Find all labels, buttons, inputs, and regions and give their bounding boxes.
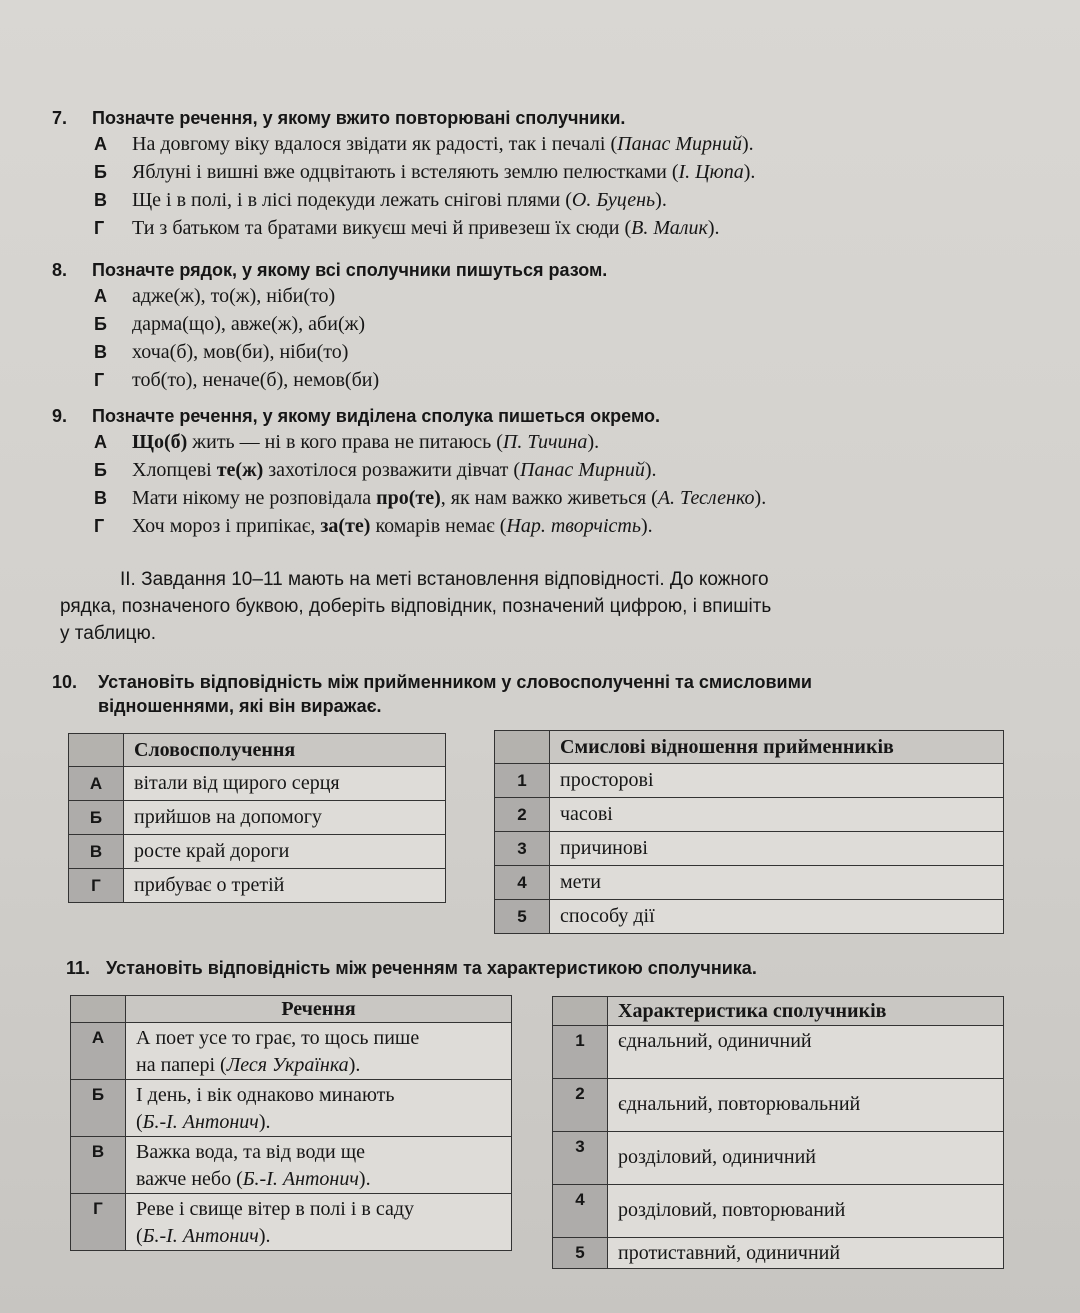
table-header-row: [495, 731, 1004, 764]
section-2-line: II. Завдання 10–11 мають на меті встановлення відповідності. До кожного: [120, 569, 769, 590]
table-row: [553, 1238, 1004, 1269]
row-key: 3: [495, 832, 550, 866]
option-b: [94, 456, 1012, 484]
table-row: [71, 1080, 512, 1137]
question-text: Установіть відповідність між прийменником у словосполученні та смисловими: [98, 672, 812, 692]
table-header-row: [71, 996, 512, 1023]
row-text: способу дії: [550, 900, 1004, 934]
option-text: Ще і в полі, і в лісі подекуди лежать снігові плями (О. Буцень).: [132, 189, 667, 211]
question-text: Позначте речення, у якому вжито повторювані сполучники.: [92, 108, 626, 128]
question-number: 9.: [52, 406, 68, 426]
table-header: Словосполучення: [124, 734, 446, 767]
option-letter: В: [94, 342, 107, 362]
option-a: [94, 428, 1012, 456]
table-header: Смислові відношення прийменників: [550, 731, 1004, 764]
question-number: 7.: [52, 108, 68, 128]
table-row: [69, 835, 446, 869]
row-text: часові: [550, 798, 1004, 832]
option-text: Мати нікому не розповідала про(те), як нам важко живеться (А. Тесленко).: [132, 487, 767, 509]
row-text: А поет усе то грає, то щось пише на папері (Леся Українка).: [126, 1023, 512, 1080]
question-8-heading: [52, 258, 1012, 282]
table-header: Характеристика сполучників: [608, 997, 1004, 1026]
option-v: [94, 186, 1012, 214]
row-key: Г: [69, 869, 124, 903]
option-v: [94, 484, 1012, 512]
question-text: Позначте речення, у якому виділена сполука пишеться окремо.: [92, 406, 661, 426]
q11-characteristics-table: [552, 996, 1004, 1269]
row-text: єднальний, одиничний: [608, 1026, 1004, 1079]
row-text: розділовий, одиничний: [608, 1132, 1004, 1185]
q10-phrases-table: [68, 733, 446, 903]
section-2-instructions: [60, 566, 1010, 647]
question-text: Позначте рядок, у якому всі сполучники пишуться разом.: [92, 260, 608, 280]
table-row: [495, 832, 1004, 866]
question-10: [52, 670, 1012, 718]
option-a: [94, 282, 1012, 310]
row-text: прийшов на допомогу: [124, 801, 446, 835]
row-text: прибуває о третій: [124, 869, 446, 903]
option-b: [94, 158, 1012, 186]
row-key: А: [69, 767, 124, 801]
question-11: [66, 956, 1026, 980]
question-number: 8.: [52, 260, 68, 280]
row-text: протиставний, одиничний: [608, 1238, 1004, 1269]
row-text: мети: [550, 866, 1004, 900]
question-7: [52, 106, 1012, 242]
section-2-line: у таблицю.: [60, 623, 156, 644]
row-key: В: [71, 1137, 126, 1194]
row-text: просторові: [550, 764, 1004, 798]
option-text: На довгому віку вдалося звідати як радості, так і печалі (Панас Мирний).: [132, 133, 754, 155]
option-letter: В: [94, 488, 107, 508]
question-text: Установіть відповідність між реченням та характеристикою сполучника.: [106, 958, 757, 978]
question-number: 10.: [52, 672, 78, 692]
row-key: 2: [495, 798, 550, 832]
row-key: 4: [553, 1185, 608, 1238]
row-key: 1: [553, 1026, 608, 1079]
option-letter: Г: [94, 370, 105, 390]
option-letter: Б: [94, 460, 107, 480]
table-header-row: [553, 997, 1004, 1026]
row-key: Г: [71, 1194, 126, 1251]
section-2-line: рядка, позначеного буквою, доберіть відповідник, позначений цифрою, і впишіть: [60, 596, 772, 617]
option-letter: Б: [94, 162, 107, 182]
row-text: Реве і свище вітер в полі і в саду (Б.-І. Антонич).: [126, 1194, 512, 1251]
table-row: [553, 1185, 1004, 1238]
question-9-heading: [52, 404, 1012, 428]
question-7-heading: [52, 106, 1012, 130]
q11-sentences-table: [70, 995, 512, 1251]
option-letter: А: [94, 432, 107, 452]
option-b: [94, 310, 1012, 338]
option-letter: Г: [94, 516, 105, 536]
option-text: Хлопцеві те(ж) захотілося розважити дівчат (Панас Мирний).: [132, 459, 657, 481]
row-key: 3: [553, 1132, 608, 1185]
table-header-key: [71, 996, 126, 1023]
table-row: [553, 1132, 1004, 1185]
row-key: 2: [553, 1079, 608, 1132]
option-g: [94, 214, 1012, 242]
row-key: 5: [553, 1238, 608, 1269]
row-text: І день, і вік однаково минають (Б.-І. Антонич).: [126, 1080, 512, 1137]
table-header-key: [69, 734, 124, 767]
row-text: єднальний, повторювальний: [608, 1079, 1004, 1132]
row-key: В: [69, 835, 124, 869]
option-text: адже(ж), то(ж), ніби(то): [132, 285, 336, 307]
option-text: тоб(то), неначе(б), немов(би): [132, 369, 380, 391]
question-text-cont: відношеннями, які він виражає.: [98, 696, 382, 716]
row-text: причинові: [550, 832, 1004, 866]
option-text: Яблуні і вишні вже одцвітають і встеляють землю пелюстками (І. Цюпа).: [132, 161, 756, 183]
table-header: Речення: [126, 996, 512, 1023]
table-header-row: [69, 734, 446, 767]
option-text: Що(б) жить — ні в кого права не питаюсь (П. Тичина).: [132, 431, 600, 453]
question-number: 11.: [66, 958, 91, 978]
table-row: [495, 764, 1004, 798]
table-row: [495, 866, 1004, 900]
row-key: 5: [495, 900, 550, 934]
row-key: Б: [71, 1080, 126, 1137]
option-letter: Г: [94, 218, 105, 238]
table-row: [553, 1079, 1004, 1132]
option-g: [94, 512, 1012, 540]
option-letter: А: [94, 134, 107, 154]
table-row: [69, 767, 446, 801]
table-row: [71, 1023, 512, 1080]
row-text: розділовий, повторюваний: [608, 1185, 1004, 1238]
row-key: 1: [495, 764, 550, 798]
option-letter: Б: [94, 314, 107, 334]
option-text: хоча(б), мов(би), ніби(то): [132, 341, 349, 363]
table-row: [69, 801, 446, 835]
row-key: 4: [495, 866, 550, 900]
table-row: [495, 798, 1004, 832]
row-key: А: [71, 1023, 126, 1080]
option-letter: В: [94, 190, 107, 210]
table-header-key: [495, 731, 550, 764]
row-text: Важка вода, та від води ще важче небо (Б.-І. Антонич).: [126, 1137, 512, 1194]
question-8: [52, 258, 1012, 394]
table-row: [71, 1137, 512, 1194]
table-row: [553, 1026, 1004, 1079]
table-row: [495, 900, 1004, 934]
table-row: [71, 1194, 512, 1251]
table-header-key: [553, 997, 608, 1026]
option-letter: А: [94, 286, 107, 306]
option-v: [94, 338, 1012, 366]
row-text: вітали від щирого серця: [124, 767, 446, 801]
table-row: [69, 869, 446, 903]
option-text: Хоч мороз і припікає, за(те) комарів немає (Нар. творчість).: [132, 515, 653, 537]
row-text: росте край дороги: [124, 835, 446, 869]
q10-relations-table: [494, 730, 1004, 934]
option-a: [94, 130, 1012, 158]
option-text: дарма(що), авже(ж), аби(ж): [132, 313, 366, 335]
question-9: [52, 404, 1012, 540]
row-key: Б: [69, 801, 124, 835]
question-11-heading: [66, 956, 1026, 980]
option-text: Ти з батьком та братами викуєш мечі й привезеш їх сюди (В. Малик).: [132, 217, 720, 239]
option-g: [94, 366, 1012, 394]
question-10-heading: [52, 670, 1012, 694]
